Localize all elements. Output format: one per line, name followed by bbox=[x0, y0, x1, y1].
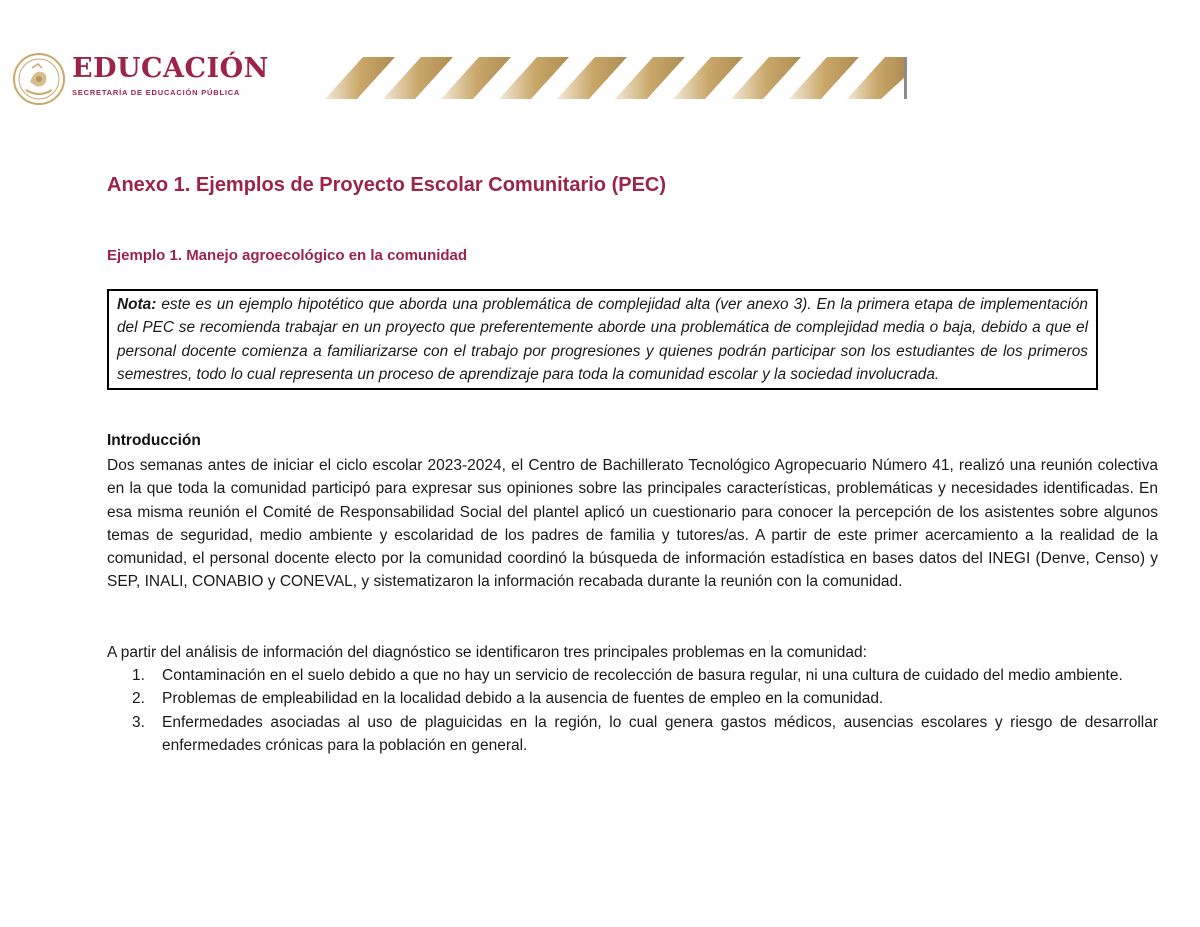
note-box bbox=[107, 289, 1098, 390]
list-number: 1. bbox=[132, 667, 145, 684]
national-seal-icon bbox=[12, 52, 66, 106]
note-label: Nota: bbox=[117, 296, 157, 313]
problem-list bbox=[107, 664, 1158, 757]
brand-title: EDUCACIÓN bbox=[72, 53, 269, 84]
intro-paragraph: Dos semanas antes de iniciar el ciclo escolar 2023-2024, el Centro de Bachillerato Tecnológico Agropecuario Número 41, realizó una reunión colectiva en la que toda la comunidad participó para expresar sus opiniones sobre las principales características, problemáticas y necesidades identificadas. En esa misma reunión el Comité de Responsabilidad Social del plantel aplicó un cuestionario para conocer la percepción de los asistentes sobre algunos temas de seguridad, medio ambiente y escolaridad de los padres de familia y tutores/as. A partir de este primer acercamiento a la realidad de la comunidad, el personal docente electo por la comunidad coordinó la búsqueda de información estadística en bases datos del INEGI (Denve, Censo) y SEP, INALI, CONABIO y CONEVAL, y sistematizaron la información recabada durante la reunión con la comunidad. bbox=[107, 457, 1158, 591]
section-subtitle: Ejemplo 1. Manejo agroecológico en la comunidad bbox=[107, 247, 468, 264]
list-item bbox=[107, 664, 1158, 687]
list-item bbox=[107, 687, 1158, 710]
list-item-text: Enfermedades asociadas al uso de plaguicidas en la región, lo cual genera gastos médicos, ausencias escolares y riesgo de desarrollar enfermedades crónicas para la población en general. bbox=[162, 713, 1158, 754]
intro-heading: Introducción bbox=[107, 432, 201, 449]
page-title: Anexo 1. Ejemplos de Proyecto Escolar Comunitario (PEC) bbox=[107, 174, 667, 196]
note-text: este es un ejemplo hipotético que aborda una problemática de complejidad alta (ver anexo 3). En la primera etapa de implementación del PEC se recomienda trabajar en un proyecto que preferentemente aborde una problemática de complejidad media o baja, debido a que el personal docente comienza a familiarizarse con el trabajo por progresiones y quienes podrán participar son los estudiantes de los primeros semestres, todo lo cual representa un proceso de aprendizaje para toda la comunidad escolar y la sociedad involucrada. bbox=[117, 296, 1088, 383]
page-header bbox=[0, 0, 1200, 140]
list-item-text: Problemas de empleabilidad en la localidad debido a la ausencia de fuentes de empleo en la comunidad. bbox=[162, 690, 884, 708]
list-number: 2. bbox=[132, 690, 145, 708]
decorative-banner bbox=[325, 57, 907, 99]
list-item bbox=[107, 711, 1158, 758]
list-item-text: Contaminación en el suelo debido a que no hay un servicio de recolección de basura regular, ni una cultura de cuidado del medio ambiente. bbox=[162, 667, 1123, 684]
brand-subtitle: SECRETARÍA DE EDUCACIÓN PÚBLICA bbox=[72, 88, 241, 97]
list-number: 3. bbox=[132, 713, 145, 731]
analysis-paragraph: A partir del análisis de información del diagnóstico se identificaron tres principales problemas en la comunidad: bbox=[107, 644, 867, 661]
